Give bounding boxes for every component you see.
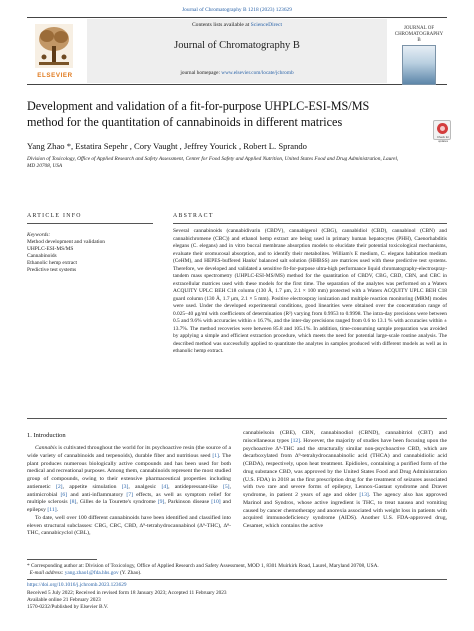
intro-paragraph	[243, 430, 447, 531]
reference-link[interactable]: [10]	[211, 499, 221, 506]
abstract-text: Several cannabinoids (cannabidivarin (CBDV), cannabigerol (CBG), cannabidiol (CBD), cannabinol (CBN) and cannabichromene (CBC)) and ethanol hemp extract are being used in primary human hepatocytes (PHH), Caenorhabditis elegans (C. elegans) and in vitro buccal membrane absorption models to elucidate their potential toxicological mechanisms, evaluate their oromucosal absorption, and to identify their metabolites. William's E medium, C. elegans habitation medium (CeHM), and HEPES-buffered Hanks' balanced salt solution (HHBSS) are matrices used with these predictive test systems. Therefore, we developed and validated a sensitive fit-for-purpose ultra-high performance liquid chromatography-electrospray-tandem mass spectrometry (UHPLC-ESI-MS/MS) method for the quantitation of CBDV, CBG, CBD, CBN, and CBC in extracellular matrices used with these models for the first time. The separation of the analytes was performed on a Waters ACQUITY UPLC BEH C18 column (130 Å, 1.7 μm, 2.1 × 100 mm) protected with a Waters ACQUITY UPLC BEH C18 guard column (130 Å, 1.7 μm, 2.1 × 5 mm). Positive electrospray ionization and multiple reaction monitoring (MRM) modes were used. Under the developed experimental conditions, good linearities were obtained over the concentration range of 0.025–40 μg/ml with coefficients of determination (R²) varying from 0.9953 to 0.9998. The intra-day precisions were between 0.5 and 9.6% with accuracies within ± 16.7%, and the inter-day precisions ranged from 0.6 to 13.1 % with accuracies within ± 13.7%. The method recoveries were between 85.8 and 105.1%. In addition, time-consuming sample preparation was avoided by applying a simple and efficient extraction procedure, which meets the need for potential large-scale routine analysis. The described method was successfully applied to quantitate the analytes in samples produced with different models as well as in ethanolic hemp extract.	[173, 228, 447, 354]
cover-image	[402, 45, 436, 85]
text-span: , Parkinson disease	[164, 499, 212, 506]
received-dates: Received 5 July 2022; Received in revised form 18 January 2023; Accepted 11 February 2023	[27, 589, 227, 596]
reference-link[interactable]: [5]	[222, 483, 230, 490]
email-label: E-mail address:	[29, 570, 65, 577]
intro-paragraph: To date, well over 100 different cannabinoids have been identified and classified into eleven structural subclasses: CBG, CBC, CBD, Δ⁹-tetrahydrocannabinol (Δ⁹-THC), Δ⁸-THC, cannabicyclol (CBL),	[27, 514, 231, 537]
homepage-prefix: journal homepage:	[180, 70, 222, 76]
cover-title: JOURNAL OF CHROMATOGRAPHY B	[394, 26, 444, 43]
keyword-item[interactable]: Cannabinoids	[27, 252, 57, 259]
sciencedirect-link[interactable]: ScienceDirect	[250, 22, 283, 28]
text-span: , analgesic	[128, 483, 162, 490]
journal-info-box	[87, 19, 387, 83]
text-span: cannabielsoin (CBE), CBN, cannabinodiol (CBND), cannabitriol (CBT) and miscellaneous types	[243, 430, 447, 444]
journal-cover	[393, 22, 445, 82]
corresponding-author-note: * Corresponding author at: Division of Toxicology, Office of Applied Research and Safety Assessment, MOD 1, 8301 Muirkirk Road, Laurel, Maryland 20708, USA.	[27, 563, 379, 569]
reference-link[interactable]: [1]	[212, 452, 219, 459]
doi-link[interactable]: https://doi.org/10.1016/j.jchromb.2023.123629	[27, 582, 127, 589]
contents-line	[87, 22, 387, 28]
reference-link[interactable]: [7]	[126, 491, 134, 498]
email-suffix: (Y. Zhao).	[118, 570, 142, 577]
abstract-bottom-divider	[27, 418, 447, 419]
article-title: Development and validation of a fit-for-purpose UHPLC-ESI-MS/MS method for the quantitation of cannabinoids in different matrices	[27, 99, 370, 129]
publisher-logo[interactable]	[29, 22, 79, 82]
email-link[interactable]: yang.zhao1@fda.hhs.gov	[64, 570, 119, 577]
journal-masthead	[27, 17, 447, 85]
text-span: , antidepressant-like	[168, 483, 223, 490]
available-online: Available online 21 February 2023	[27, 596, 101, 603]
author-list[interactable]: Yang Zhao *, Estatira Sepehr , Cory Vaught , Jeffrey Yourick , Robert L. Sprando	[27, 141, 307, 151]
intro-paragraph	[27, 445, 231, 515]
introduction-right-column	[243, 430, 447, 531]
abstract-divider	[173, 223, 447, 224]
elsevier-tree-icon	[35, 24, 73, 68]
text-span: .	[56, 507, 59, 513]
text-span: . The agency also has approved Marinol and Syndros, whose active ingredient is THC, to treat nausea and vomiting caused by cancer chemotherapy and anorexia associated with weight loss in patients with acquired immunodeficiency syndrome (AIDS). Another U.S. FDA-approved drug, Cesamet, which contains the active	[243, 492, 448, 529]
introduction-heading: 1. Introduction	[27, 432, 66, 439]
text-span: , antimicrobial	[27, 483, 231, 498]
publisher-name: ELSEVIER	[37, 72, 73, 79]
text-span: , Gilles de la Tourette's syndrome	[76, 499, 158, 506]
footnotes	[27, 563, 447, 611]
reference-link[interactable]: [8]	[69, 499, 77, 506]
text-span: is cultivated throughout the world for its psychoactive resin (the source of a wide variety of cannabinoids and terpenoids), durable fiber and nutritious seed	[27, 445, 231, 459]
email-line	[27, 570, 447, 577]
check-for-updates-button[interactable]	[433, 120, 451, 143]
keyword-item[interactable]: Predictive test systems	[27, 266, 77, 273]
cannabis-italic: Cannabis	[35, 445, 57, 451]
keyword-item[interactable]: Method development and validation	[27, 239, 105, 245]
journal-homepage-link[interactable]: www.elsevier.com/locate/jchromb	[221, 70, 294, 76]
author-affiliation: Division of Toxicology, Office of Applied Research and Safety Assessment, Center for Food Safety and Applied Nutrition, United States Food and Drug Administration, Laurel, MD 20708, USA	[27, 156, 399, 169]
issn-publisher: 1570-0232/Published by Elsevier B.V.	[27, 604, 109, 611]
footnote-divider	[27, 559, 97, 560]
homepage-line	[87, 70, 387, 76]
reference-link[interactable]: [6]	[60, 491, 68, 498]
introduction-left-column	[27, 445, 231, 538]
reference-link[interactable]: [2]	[55, 483, 63, 490]
text-span: . However, the majority of studies have been focusing upon the psychoactive Δ⁹-THC and the structurally similar non-psychoactive CBD, which are decarboxylated from Δ⁹-tetrahydrocannabinolic acid (THCA) and cannabidiolic acid (CBDA), respectively, upon heat treatment. Epidiolex, containing a purified form of the drug substance CBD, was approved by the United States Food and Drug Administration (U.S. FDA) in 2018 as the first prescription drug for the treatment of seizures associated with two rare and severe forms of epilepsy, Lennox-Gastaut syndrome and Dravet syndrome, in patient 2 years of age and older	[243, 437, 447, 498]
reference-link[interactable]: [13]	[359, 492, 369, 498]
text-span: , appetite simulation	[62, 483, 122, 490]
check-updates-label: Check for updates	[437, 135, 449, 143]
abstract-heading: ABSTRACT	[173, 213, 214, 219]
reference-link[interactable]: [4]	[161, 483, 169, 490]
keyword-item[interactable]: UHPLC-ESI-MS/MS	[27, 245, 74, 252]
text-span: effects, as well as symptom relief for multiple sclerosis	[27, 491, 232, 506]
keyword-list	[27, 239, 147, 274]
reference-link[interactable]: [9]	[157, 499, 165, 506]
contents-prefix: Contents lists available at	[191, 22, 251, 28]
article-info-divider	[27, 223, 153, 224]
text-span: . The plant produces numerous biologically active compounds and has been used for both medical and recreational purposes. Among them, cannabinoids represent the most studied group of compounds, owing to their extensive pharmaceutical properties including antiemetic	[27, 452, 231, 490]
text-span: and anti-inflammatory	[67, 491, 127, 498]
reference-link[interactable]: [11]	[47, 507, 57, 513]
article-info-heading: ARTICLE INFO	[27, 213, 82, 219]
check-updates-icon	[437, 123, 448, 134]
text-span: and epilepsy	[27, 499, 231, 513]
keywords-label: Keywords:	[27, 232, 51, 238]
reference-link[interactable]: [12]	[290, 437, 301, 444]
keyword-item[interactable]: Ethanolic hemp extract	[27, 259, 77, 266]
journal-title: Journal of Chromatography B	[174, 40, 300, 51]
reference-link[interactable]: [3]	[121, 483, 129, 490]
doi-divider	[27, 579, 447, 580]
journal-reference[interactable]: Journal of Chromatography B 1218 (2023) 123629	[182, 7, 292, 13]
